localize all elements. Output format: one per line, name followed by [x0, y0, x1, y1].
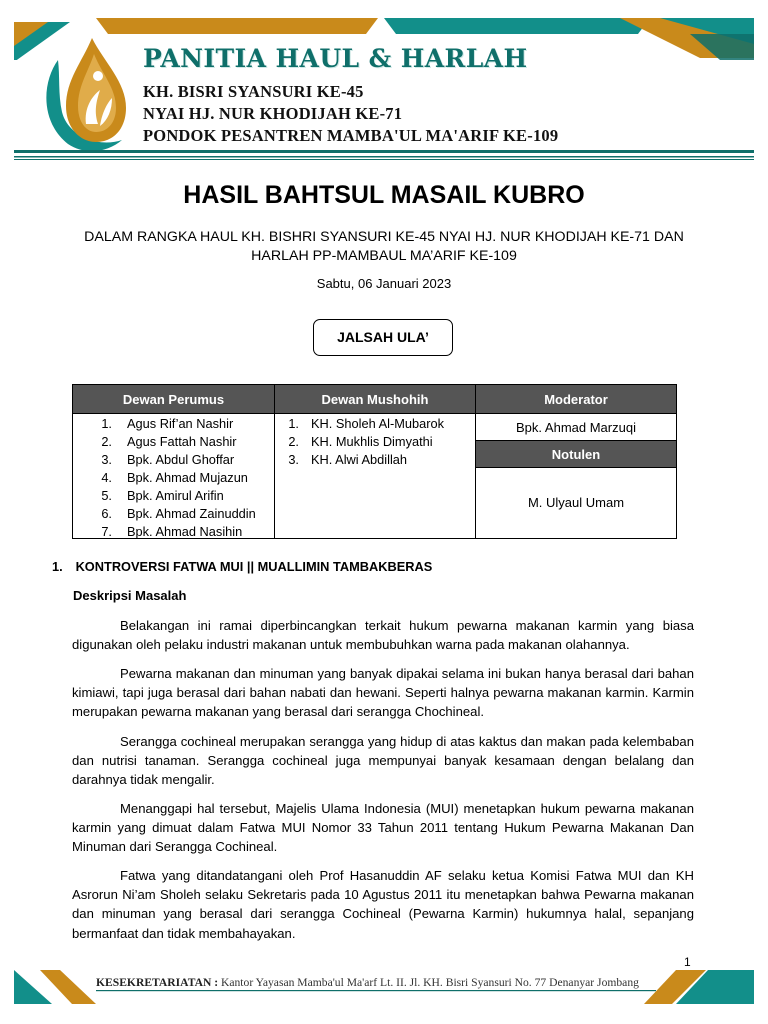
subtitle-line-1: DALAM RANGKA HAUL KH. BISHRI SYANSURI KE-45 NYAI HJ. NUR KHODIJAH KE-71 DAN — [84, 229, 684, 245]
committee-table — [72, 384, 677, 539]
header-line-1: KH. BISRI SYANSURI KE-45 — [143, 82, 364, 101]
notulen-header: Notulen — [476, 441, 676, 468]
mushohih-list — [275, 414, 475, 469]
list-item: 2. Agus Fattah Nashir — [101, 434, 237, 449]
list-item: 1. KH. Sholeh Al-Mubarok — [288, 416, 445, 431]
perumus-column — [73, 385, 275, 538]
footer-label: KESEKRETARIATAN : — [96, 976, 219, 989]
list-item: 6. Bpk. Ahmad Zainuddin — [101, 506, 256, 521]
notulen-name: M. Ulyaul Umam — [527, 495, 625, 510]
page-number: 1 — [684, 955, 691, 969]
perumus-header: Dewan Perumus — [73, 385, 274, 414]
perumus-list — [73, 414, 274, 541]
paragraph: Fatwa yang ditandatangani oleh Prof Hasanuddin AF selaku ketua Komisi Fatwa MUI dan KH Asrorun Ni’am Sholeh selaku Sekretaris pada 10 Agustus 2011 itu menetapkan bahwa Pewarna makanan dan minuman yang berasal dari serangga Cochineal (Pewarna Karmin) hukumnya halal, sepanjang bermanfaat dan tidak membahayakan. — [72, 868, 694, 941]
moderator-name: Bpk. Ahmad Marzuqi — [476, 414, 676, 441]
drop-logo-icon — [38, 32, 134, 154]
paragraph: Menanggapi hal tersebut, Majelis Ulama Indonesia (MUI) menetapkan hukum pewarna makanan karmin yang dimuat dalam Fatwa MUI Nomor 33 Tahun 2011 tentang Hukum Pewarna Makanan Dan Minuman dari Serangga Cochineal. — [72, 801, 694, 855]
list-item: 3. Bpk. Abdul Ghoffar — [101, 452, 235, 467]
mushohih-column — [275, 385, 476, 538]
paragraph: Pewarna makanan dan minuman yang banyak dipakai selama ini bukan hanya berasal dari bahan kimiawi, tapi juga berasal dari bahan nabati dan hewani. Seperti halnya pewarna makanan karmin. Karmin merupakan pewarna makanan yang berasal dari serangga Chochineal. — [72, 666, 694, 720]
section-heading — [52, 559, 432, 574]
list-item: 5. Bpk. Amirul Arifin — [101, 488, 224, 503]
mushohih-header: Dewan Mushohih — [275, 385, 475, 414]
footer-decoration — [0, 962, 768, 1024]
list-item: 7. Bpk. Ahmad Nasihin — [101, 524, 243, 539]
footer-address — [96, 976, 639, 989]
header-line-2: NYAI HJ. NUR KHODIJAH KE-71 — [143, 104, 403, 123]
list-item: 3. KH. Alwi Abdillah — [288, 452, 408, 467]
paragraph: Serangga cochineal merupakan serangga yang hidup di atas kaktus dan makan pada kelembaban dan nutrisi tanaman. Serangga cochineal juga mempunyai banyak kesamaan dengan belalang dan darahnya tidak mengalir. — [72, 734, 694, 788]
section-number: 1. — [52, 559, 63, 574]
subtitle-line-2: HARLAH PP-MAMBAUL MA’ARIF KE-109 — [251, 248, 517, 264]
moderator-header: Moderator — [476, 385, 676, 414]
section-title: KONTROVERSI FATWA MUI || MUALLIMIN TAMBAKBERAS — [75, 559, 433, 574]
document-subtitle — [80, 228, 688, 266]
list-item: 4. Bpk. Ahmad Mujazun — [101, 470, 248, 485]
list-item: 1. Agus Rif’an Nashir — [101, 416, 234, 431]
session-label: JALSAH ULA’ — [313, 319, 453, 356]
committee-title: PANITIA HAUL & HARLAH — [143, 44, 528, 73]
header-line-3: PONDOK PESANTREN MAMBA'UL MA'ARIF KE-109 — [143, 126, 559, 145]
description-heading: Deskripsi Masalah — [73, 588, 187, 603]
document-title: HASIL BAHTSUL MASAIL KUBRO — [183, 181, 585, 209]
list-item: 2. KH. Mukhlis Dimyathi — [288, 434, 433, 449]
header-divider — [14, 150, 754, 162]
document-date: Sabtu, 06 Januari 2023 — [316, 276, 452, 291]
paragraph: Belakangan ini ramai diperbincangkan terkait hukum pewarna makanan karmin yang biasa digunakan oleh pelaku industri makanan untuk membubuhkan warna pada makanan olahannya. — [72, 618, 694, 653]
moderator-column — [476, 385, 676, 538]
footer-address-text: Kantor Yayasan Mamba'ul Ma'arf Lt. II. Jl. KH. Bisri Syansuri No. 77 Denanyar Jombang — [220, 976, 639, 989]
